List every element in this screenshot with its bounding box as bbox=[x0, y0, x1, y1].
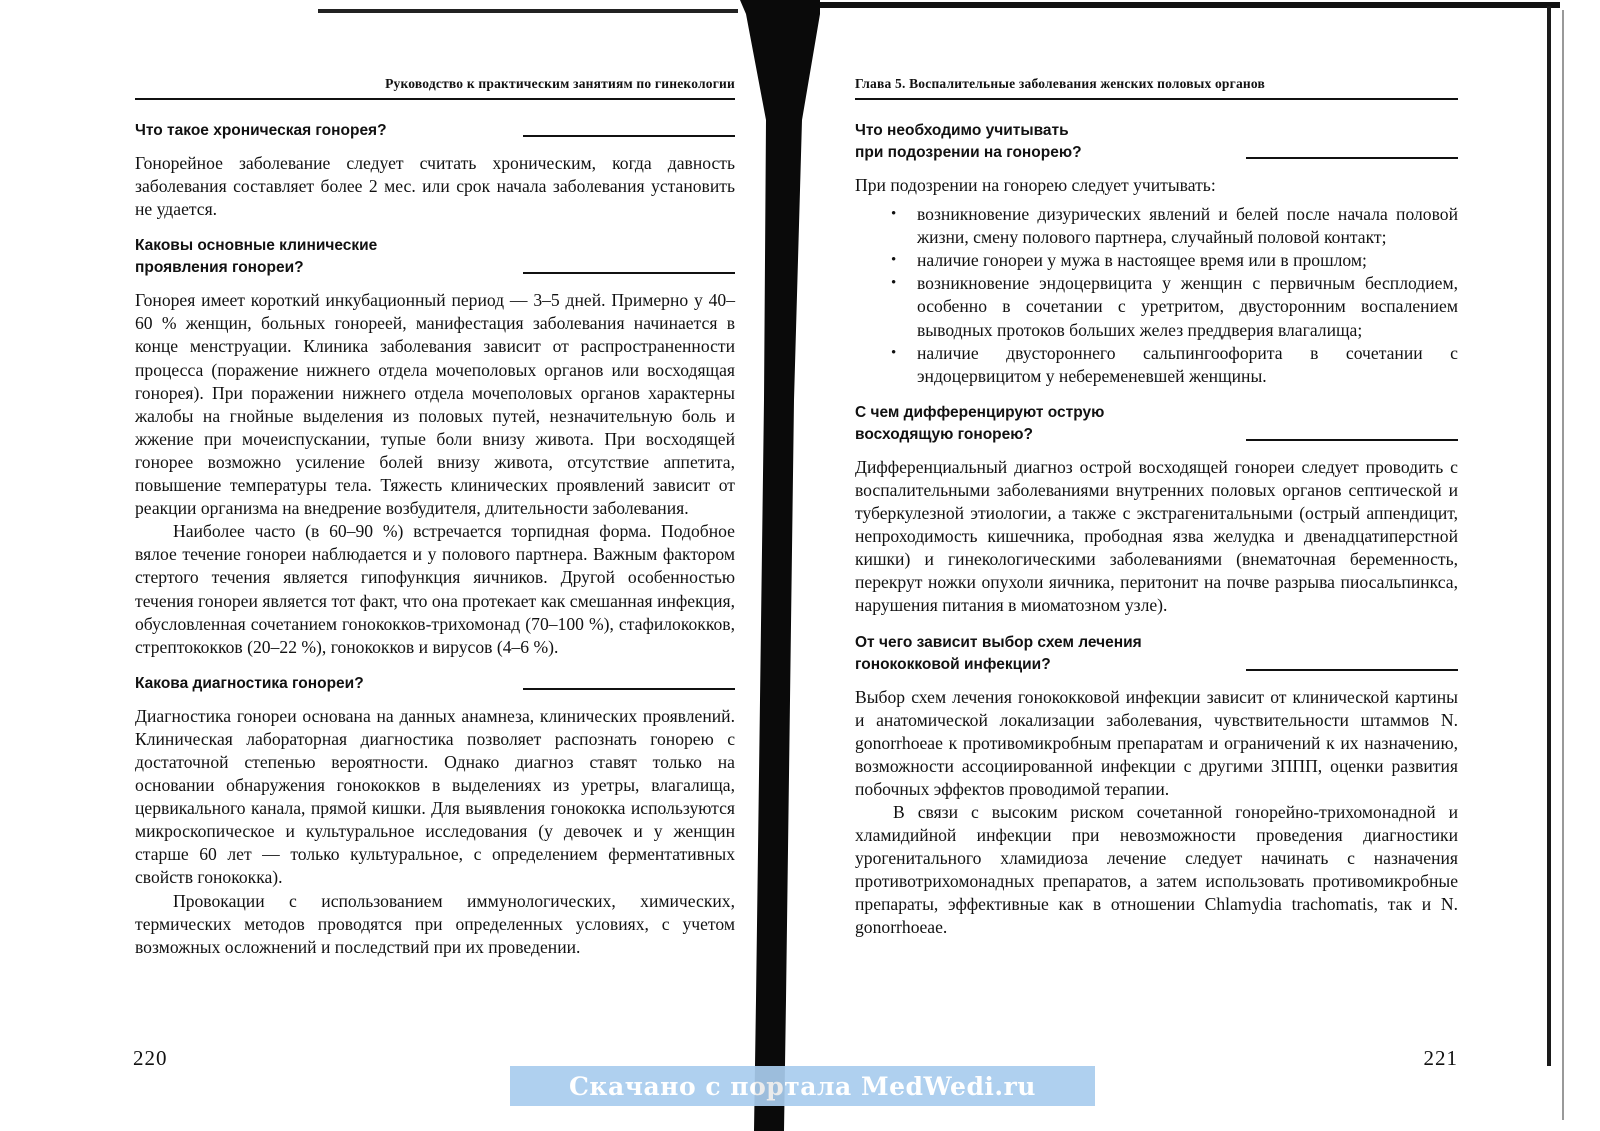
bullet-list bbox=[855, 203, 1458, 388]
paragraph: Диагностика гонореи основана на данных анамнеза, клинических проявлений. Клиническая лабораторная диагностика позволяет распознать гонорею с достаточной степенью вероятности. Однако диагноз ставят только на основании обнаружения гонококков в выделениях из уретры, влагалища, цервикального канала, прямой кишки. Для выявления гонококка используются микроскопическое и культуральное исследования (у девочек и у женщин старше 60 лет — только культуральное, с определением ферментативных свойств гонококка). bbox=[135, 705, 735, 888]
question-heading bbox=[135, 673, 735, 695]
question-heading bbox=[855, 632, 1458, 676]
heading-rule bbox=[1246, 439, 1458, 441]
paragraph: Наиболее часто (в 60–90 %) встречается торпидная форма. Подобное вялое течение гонореи наблюдается и у полового партнера. Важным фактором стертого течения является гипофункция яичников. Другой особенностью течения гонореи является тот факт, что она протекает как смешанная инфекция, обусловленная сочетанием гонококков-трихомонад (70–100 %), стафилококков, стрептококков (20–22 %), гонококков и вирусов (4–6 %). bbox=[135, 521, 735, 657]
question-text: Какова диагностика гонореи? bbox=[135, 674, 364, 692]
question-heading bbox=[135, 235, 735, 279]
page-number: 221 bbox=[1423, 1046, 1458, 1070]
right-page-edge-thin bbox=[1562, 10, 1564, 1120]
heading-rule bbox=[523, 272, 735, 274]
list-item: • возникновение дизурических явлений и белей после начала половой жизни, смену полового партнера, случайный половой контакт; bbox=[917, 203, 1458, 249]
list-item: • возникновение эндоцервицита у женщин с первичным бесплодием, особенно в сочетании с уретритом, двусторонним воспалением выводных протоков больших желез преддверия влагалища; bbox=[917, 272, 1458, 341]
question-line: при подозрении на гонорею? bbox=[855, 144, 1082, 161]
spine-shape bbox=[740, 0, 820, 1131]
heading-rule bbox=[523, 135, 735, 137]
question-text: Что такое хроническая гонорея? bbox=[135, 122, 387, 139]
question-line: восходящую гонорею? bbox=[855, 425, 1033, 443]
book-spine-shadow bbox=[740, 0, 820, 1131]
paragraph: При подозрении на гонорею следует учитывать: bbox=[855, 175, 1216, 195]
question-line: С чем дифференцируют острую bbox=[855, 403, 1105, 421]
right-top-edge bbox=[800, 2, 1560, 8]
running-head: Глава 5. Воспалительные заболевания женских половых органов bbox=[855, 76, 1458, 100]
question-line: проявления гонореи? bbox=[135, 259, 304, 277]
paragraph: Дифференциальный диагноз острой восходящей гонореи следует проводить с воспалительными заболеваниями внутренних половых органов септической и туберкулезной этиологии, а также с экстрагенитальными (острый аппендицит, непроходимость кишечника, прободная язва желудка и двенадцатиперстной кишки) и гинекологическими заболеваниями (внематочная беременность, перекрут ножки опухоли яичника, перитонит на почве разрыва пиосальпинкса, нарушения питания в миоматозном узле). bbox=[855, 456, 1458, 616]
right-page-edge bbox=[1547, 6, 1551, 1066]
left-top-edge bbox=[318, 9, 738, 13]
question-line: Что необходимо учитывать bbox=[855, 122, 1069, 139]
running-head: Руководство к практическим занятиям по гинекологии bbox=[135, 76, 735, 100]
paragraph: Выбор схем лечения гонококковой инфекции зависит от клинической картины и анатомической локализации заболевания, чувствительности штаммов N. gonorrhoeae к противомикробным препаратам и ограничений к их назначению, возможности ассоциированной инфекции с другими ЗППП, оценки развития побочных эффектов проводимой терапии. bbox=[855, 686, 1458, 799]
question-line: гонококковой инфекции? bbox=[855, 655, 1051, 673]
watermark-banner bbox=[510, 1066, 1095, 1106]
list-item: • наличие гонореи у мужа в настоящее время или в прошлом; bbox=[917, 249, 1458, 272]
question-heading bbox=[855, 402, 1458, 446]
paragraph: Провокации с использованием иммунологических, химических, термических методов проводятся при определенных условиях, с учетом возможных осложнений и последствий при их проведении. bbox=[135, 890, 735, 957]
question-line: Каковы основные клинические bbox=[135, 237, 378, 255]
page-number: 220 bbox=[133, 1046, 168, 1070]
paragraph: В связи с высоким риском сочетанной гонорейно-трихомонадной и хламидийной инфекции при невозможности проведения диагностики урогенитального хламидиоза лечение следует начинать с назначения противотрихомонадных препаратов, а затем использовать противомикробные препараты, эффективные как в отношении Chlamydia trachomatis, так и N. gonorrhoeae. bbox=[855, 801, 1458, 938]
watermark-text: Скачано с портала MedWedi.ru bbox=[569, 1071, 1036, 1101]
question-line: От чего зависит выбор схем лечения bbox=[855, 633, 1142, 651]
heading-rule bbox=[523, 688, 735, 690]
left-page-content bbox=[135, 120, 735, 959]
list-item: • наличие двустороннего сальпингоофорита в сочетании с эндоцервицитом у небеременевшей женщины. bbox=[917, 342, 1458, 388]
heading-rule bbox=[1246, 669, 1458, 671]
question-heading bbox=[855, 120, 1458, 164]
paragraph: Гонорея имеет короткий инкубационный период — 3–5 дней. Примерно у 40–60 % женщин, больных гонореей, манифестация заболевания начинается в конце менструации. Клиника заболевания зависит от распространенности процесса (поражение нижнего отдела мочеполовых органов или восходящая гонорея). При поражении нижнего отдела мочеполовых органов характерны жалобы на гнойные выделения из половых путей, незначительную боль и жжение при мочеиспускании, тупые боли внизу живота. При восходящей гонорее возможно усиление болей внизу живота, отсутствие аппетита, повышение температуры тела. Тяжесть клинических проявлений зависит от реакции организма на внедрение возбудителя, длительности заболевания. bbox=[135, 290, 735, 519]
question-heading bbox=[135, 120, 735, 142]
paragraph: Гонорейное заболевание следует считать хроническим, когда давность заболевания составляет более 2 мес. или срок начала заболевания установить не удается. bbox=[135, 153, 735, 220]
heading-rule bbox=[1246, 157, 1458, 159]
right-page-content bbox=[855, 120, 1458, 940]
